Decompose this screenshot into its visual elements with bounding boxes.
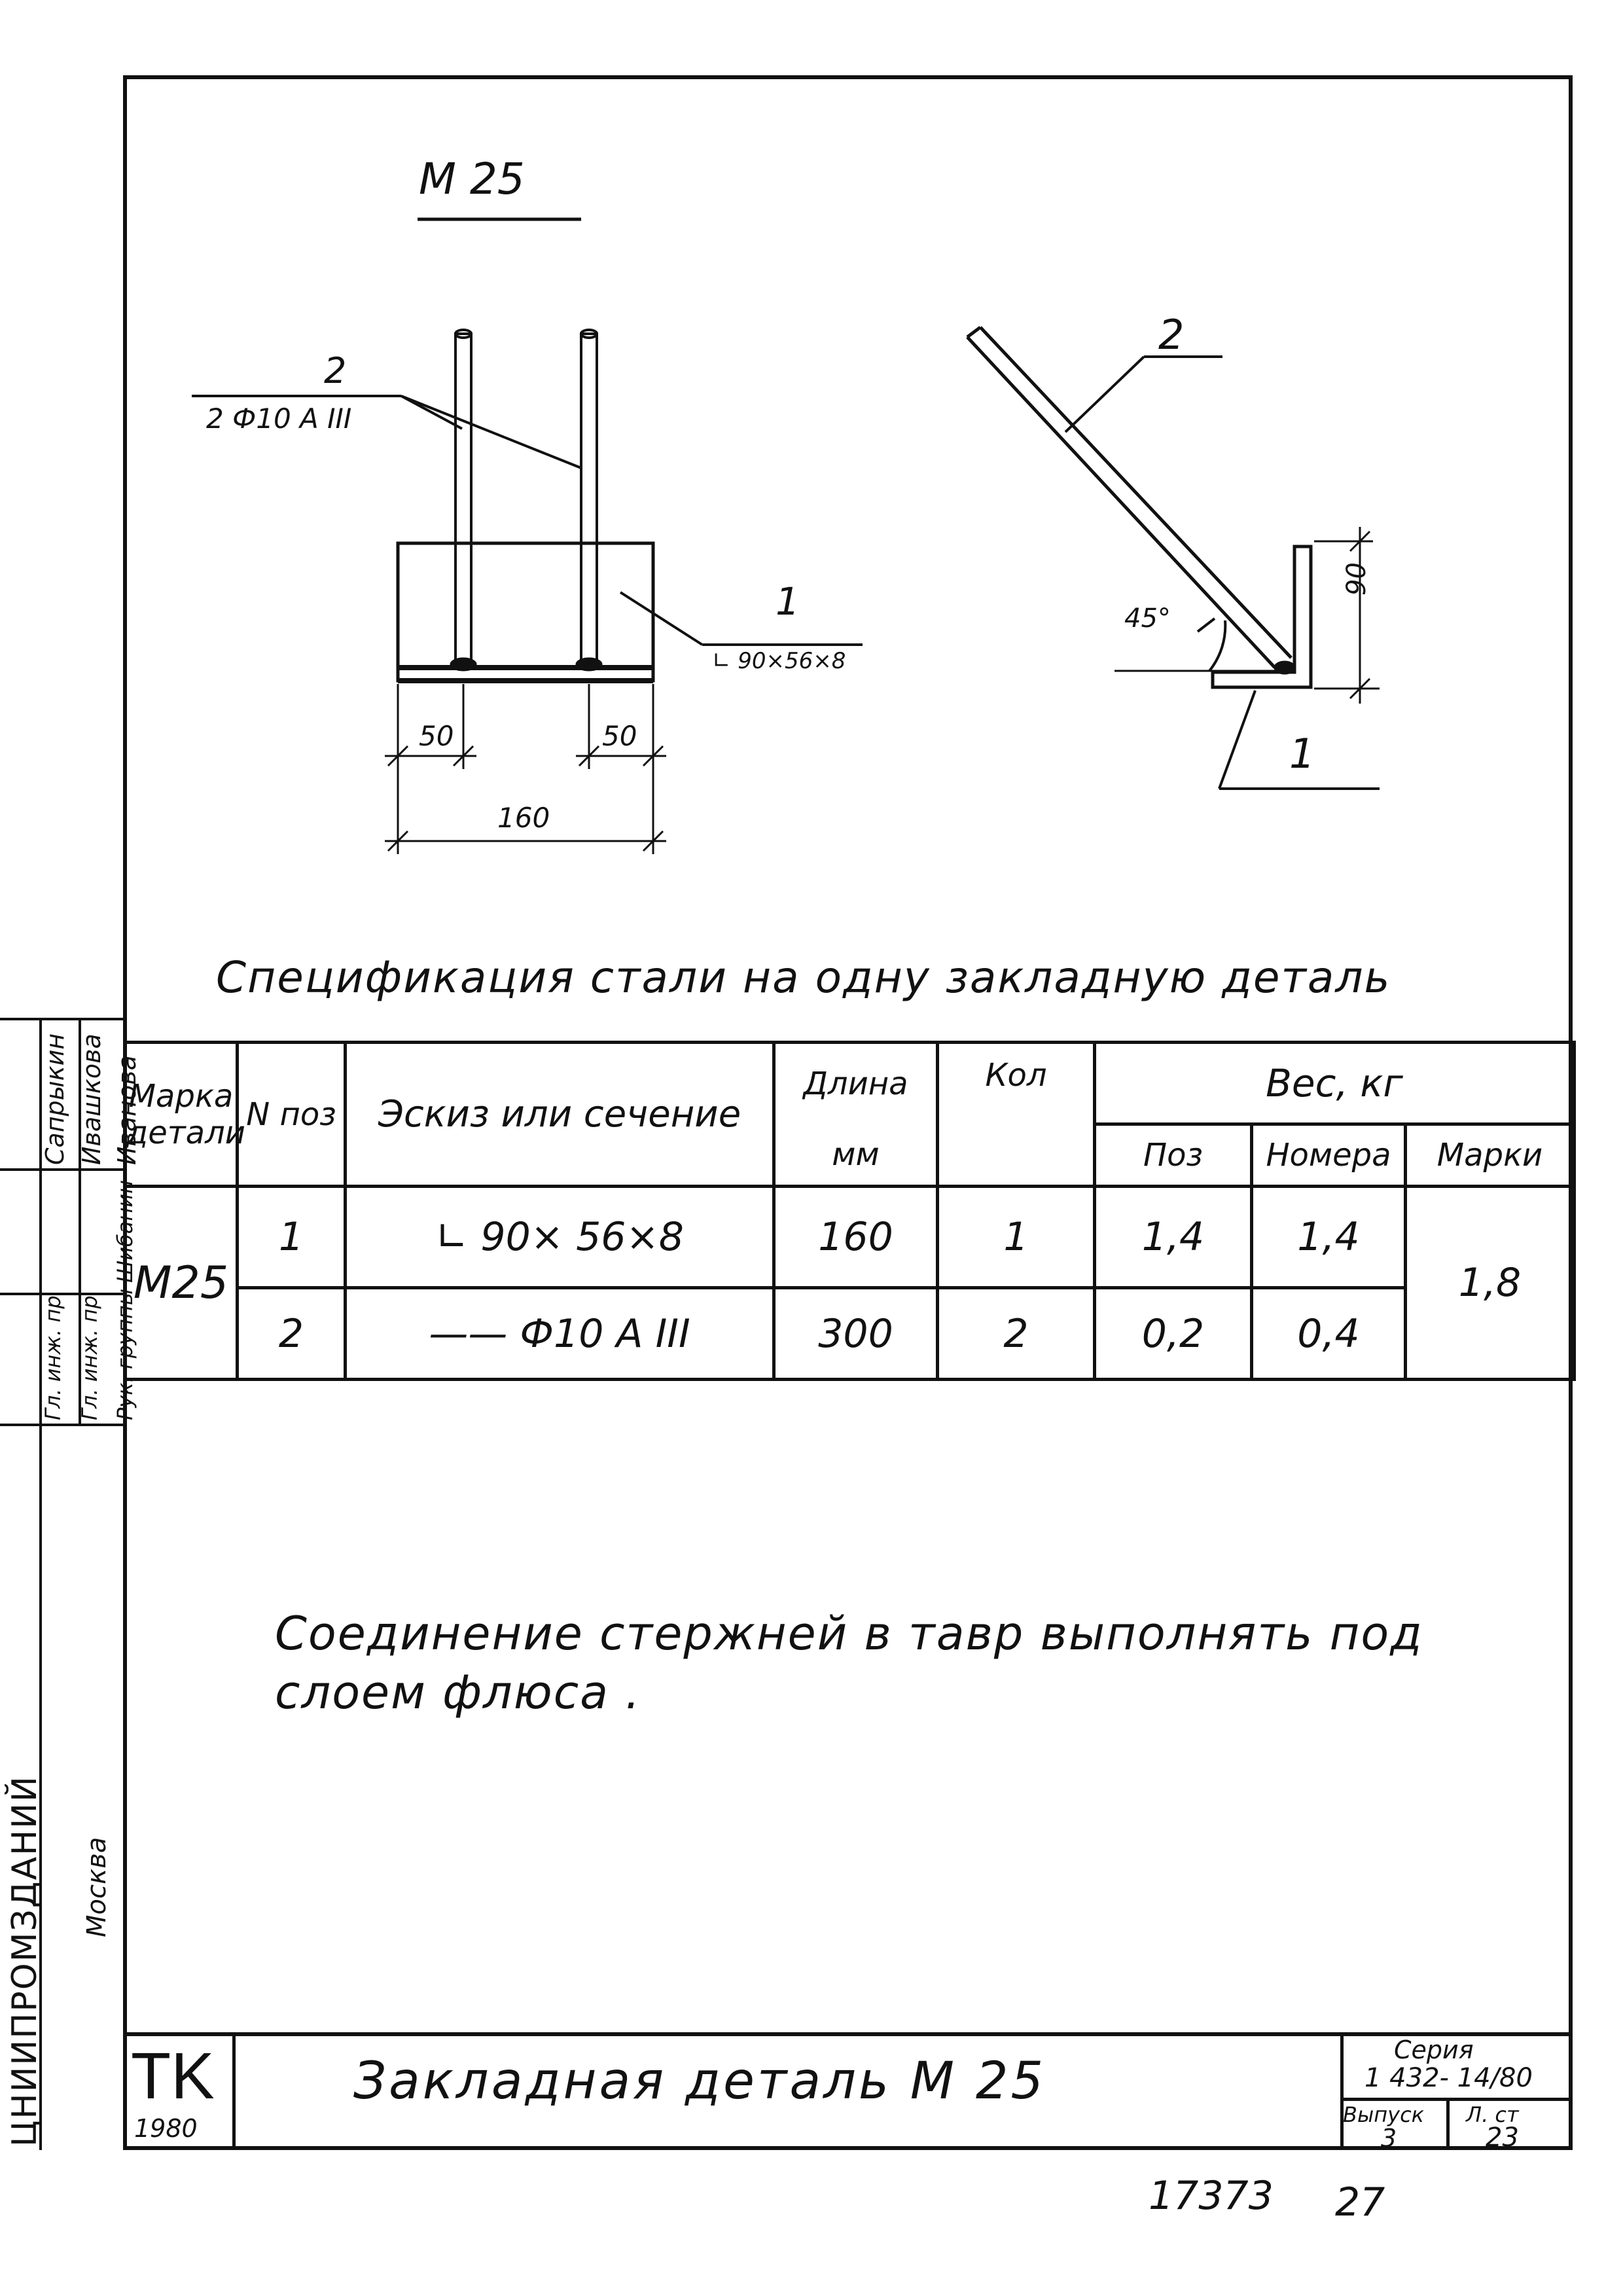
stamp-role-2: Гл. инж. пр — [77, 1295, 102, 1420]
side-angle-pos: 1 — [1289, 730, 1315, 778]
rod-callout-pos: 2 — [324, 350, 347, 391]
row-sketch: ∟ 90× 56×8 — [346, 1187, 774, 1288]
sheet-title: Закладная деталь М 25 — [353, 2052, 1046, 2111]
dim-height: 90 — [1342, 562, 1372, 596]
angle-label: 45° — [1124, 603, 1171, 634]
row-length: 160 — [774, 1187, 938, 1288]
row-qty: 1 — [938, 1187, 1095, 1288]
row-pos: 1 — [238, 1187, 346, 1288]
row-weight-no: 1,4 — [1252, 1187, 1406, 1288]
stamp-name-1: Сапрыкин — [41, 1033, 69, 1165]
org-mark: TK — [131, 2039, 215, 2113]
dim-right: 50 — [602, 720, 637, 752]
series-label: Серия — [1394, 2036, 1474, 2064]
mark-value: М25 — [125, 1187, 238, 1380]
row-pos: 2 — [238, 1288, 346, 1380]
year: 1980 — [134, 2114, 198, 2143]
dim-total: 160 — [497, 802, 550, 834]
header-length: Длина — [774, 1043, 938, 1124]
header-mark: Марка детали — [125, 1043, 238, 1187]
note-line-1: Соединение стержней в тавр выполнять под — [275, 1607, 1423, 1660]
spec-table — [123, 1041, 1576, 1381]
header-weight-no: Номера — [1252, 1124, 1406, 1187]
row-weight-pos: 0,2 — [1095, 1288, 1252, 1380]
side-rod-pos: 2 — [1158, 311, 1185, 359]
row-length: 300 — [774, 1288, 938, 1380]
stamp-role-1: Гл. инж. пр — [41, 1295, 65, 1420]
dim-left: 50 — [419, 720, 454, 752]
issue-value: 3 — [1381, 2124, 1397, 2153]
row-qty: 2 — [938, 1288, 1095, 1380]
table-row — [125, 1288, 1575, 1380]
row-weight-pos: 1,4 — [1095, 1187, 1252, 1288]
angle-callout-pos: 1 — [776, 579, 800, 624]
series-value: 1 432- 14/80 — [1364, 2063, 1533, 2093]
page-number: 27 — [1335, 2179, 1385, 2225]
spec-caption: Спецификация стали на одну закладную деталь — [216, 952, 1391, 1003]
stamp-org: ЦНИИПРОМЗДАНИЙ — [5, 1775, 45, 2147]
issue-label: Выпуск — [1343, 2102, 1424, 2127]
stamp-role-3: Рук. группы — [113, 1288, 137, 1420]
rod-right — [581, 334, 597, 668]
stamp-name-3: Иванова — [113, 1055, 141, 1165]
header-weight-mark: Марки — [1406, 1124, 1575, 1187]
header-sketch: Эскиз или сечение — [346, 1043, 774, 1187]
stamp-city: Москва — [82, 1837, 112, 1937]
sheet-value: 23 — [1486, 2123, 1519, 2153]
rod-callout-text: 2 Ф10 А III — [206, 403, 352, 435]
row-sketch: —— Ф10 А III — [346, 1288, 774, 1380]
row-weight-no: 0,4 — [1252, 1288, 1406, 1380]
stamp-sign-3: Шибанин — [113, 1180, 137, 1283]
mark-title: М 25 — [419, 154, 525, 204]
header-length-unit: мм — [774, 1124, 938, 1187]
note-line-2: слоем флюса . — [275, 1666, 641, 1719]
angle-profile-label: ∟ 90×56×8 — [712, 648, 846, 674]
sheet-label: Л. ст — [1466, 2102, 1519, 2127]
mark-weight: 1,8 — [1406, 1187, 1575, 1380]
table-row — [125, 1187, 1575, 1288]
header-weight-pos: Поз — [1095, 1124, 1252, 1187]
header-qty: Кол — [938, 1043, 1095, 1187]
header-weight: Вес, кг — [1095, 1043, 1575, 1124]
archive-code: 17373 — [1149, 2173, 1274, 2219]
header-pos: N поз — [238, 1043, 346, 1187]
rod-left — [455, 334, 471, 668]
stamp-name-2: Ивашкова — [77, 1033, 106, 1165]
angle-plate — [398, 543, 653, 681]
